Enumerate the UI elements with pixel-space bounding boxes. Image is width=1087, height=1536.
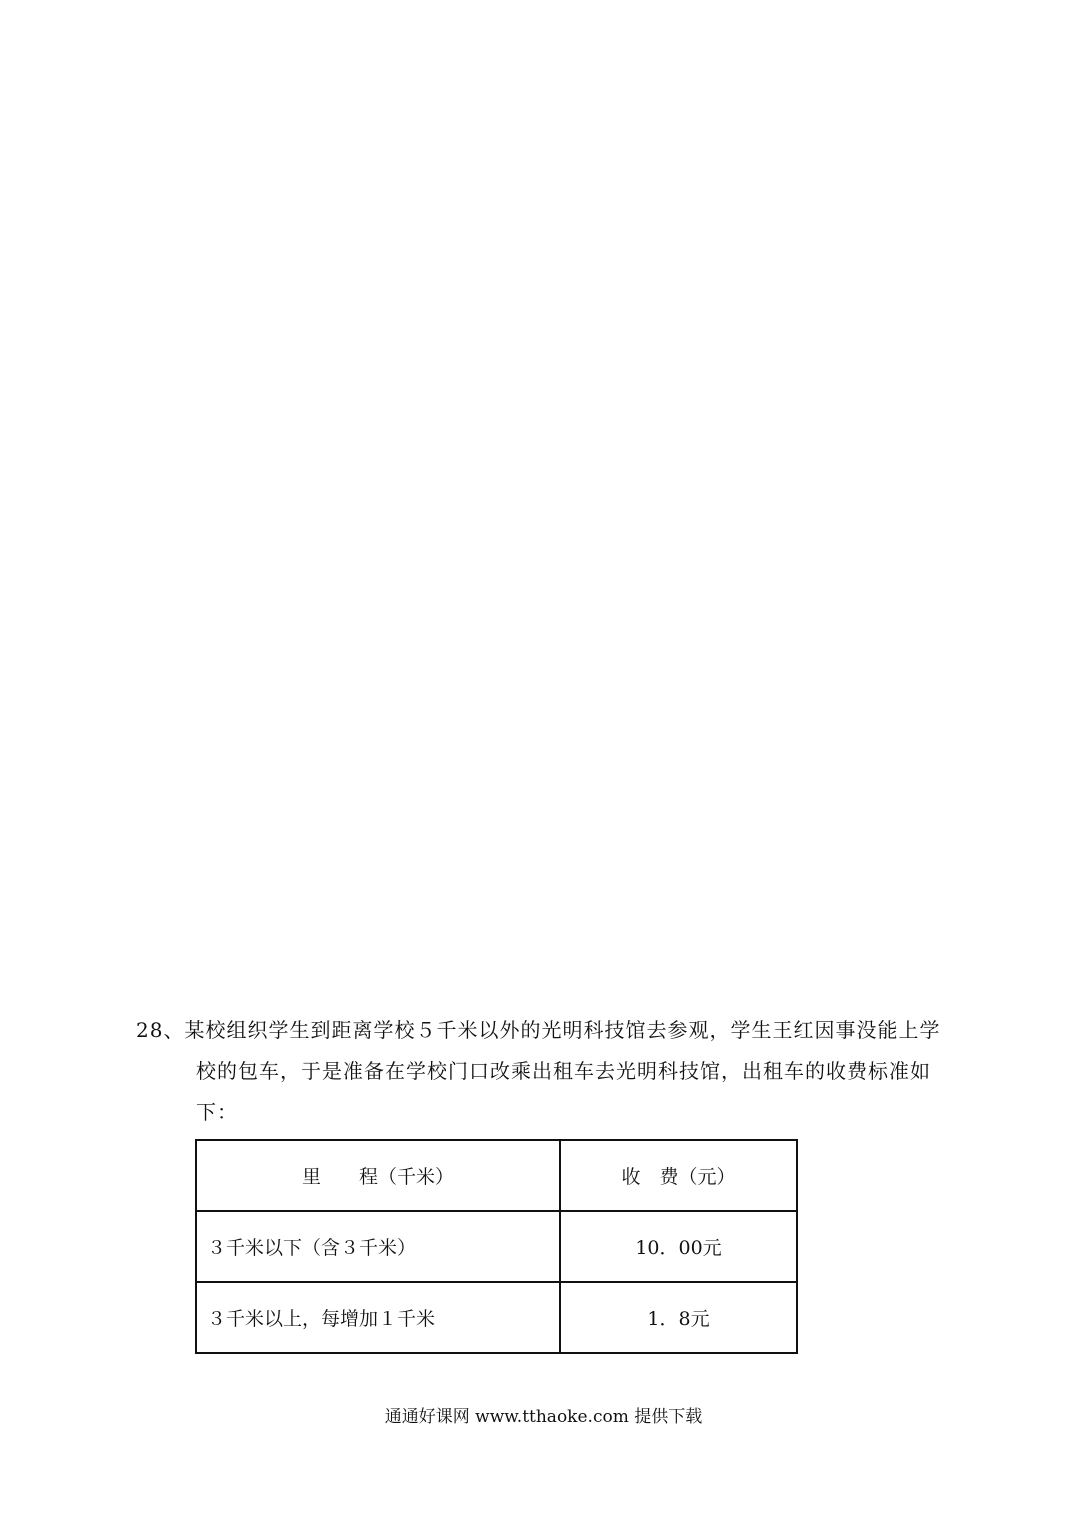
header-distance: 里 程（千米） (196, 1140, 560, 1211)
row-2-fee: 1．8元 (560, 1282, 797, 1353)
question-text-line-3: 下： (196, 1100, 238, 1124)
question-28 (136, 1010, 976, 1133)
row-1-fee: 10．00元 (560, 1211, 797, 1282)
table-header-row (196, 1140, 797, 1211)
question-number: 28、 (136, 1018, 185, 1042)
question-line-1 (136, 1010, 976, 1051)
question-text-line-2: 校的包车，于是准备在学校门口改乘出租车去光明科技馆，出租车的收费标准如 (196, 1059, 931, 1083)
header-fee: 收 费（元） (560, 1140, 797, 1211)
row-1-distance: ３千米以下（含３千米） (196, 1211, 560, 1282)
footer-source: 通通好课网 www.tthaoke.com 提供下载 (384, 1407, 703, 1427)
table-row (196, 1211, 797, 1282)
table-row (196, 1282, 797, 1353)
row-2-distance: ３千米以上，每增加１千米 (196, 1282, 560, 1353)
question-text-line-1: 某校组织学生到距离学校５千米以外的光明科技馆去参观，学生王红因事没能上学 (184, 1018, 941, 1042)
fee-table (195, 1139, 798, 1354)
